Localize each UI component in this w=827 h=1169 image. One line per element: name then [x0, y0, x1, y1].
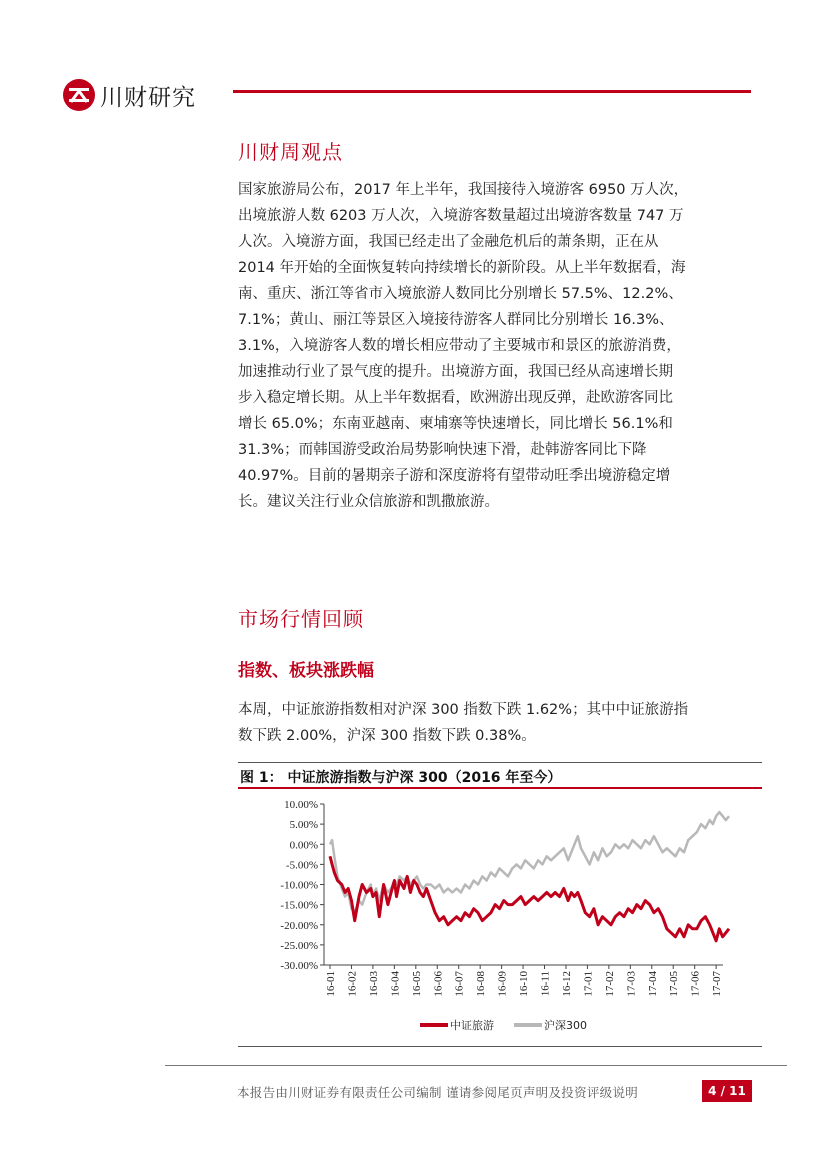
figure-top-rule [238, 762, 762, 763]
page-number: 4 / 11 [702, 1080, 752, 1102]
x-tick-label: 17-07 [711, 971, 724, 997]
viewpoint-line: 人次。入境游方面，我国已经走出了金融危机后的萧条期，正在从 [238, 234, 659, 250]
x-tick-label: 17-02 [603, 971, 616, 997]
viewpoint-line: 南、重庆、浙江等省市入境旅游人数同比分别增长 57.5%、12.2%、 [238, 286, 683, 302]
x-tick-label: 16-06 [432, 971, 445, 997]
figure-red-rule [238, 787, 762, 789]
x-tick-label: 16-07 [453, 971, 466, 997]
viewpoint-line: 7.1%；黄山、丽江等景区入境接待游客人群同比分别增长 16.3%、 [238, 312, 674, 328]
y-tick-label: -20.00% [280, 919, 318, 932]
line-chart [238, 792, 762, 1042]
header-rule [233, 90, 751, 93]
y-tick-label: -30.00% [280, 960, 318, 972]
viewpoint-line: 步入稳定增长期。从上半年数据看，欧洲游出现反弹，赴欧游客同比 [238, 390, 673, 406]
y-tick-label: -25.00% [280, 939, 318, 952]
index-line: 数下跌 2.00%，沪深 300 指数下跌 0.38%。 [238, 728, 536, 744]
x-tick-label: 17-05 [668, 971, 681, 997]
x-tick-label: 17-01 [582, 971, 595, 997]
x-tick-label: 17-04 [646, 971, 659, 997]
figure-caption: 图 1： 中证旅游指数与沪深 300（2016 年至今） [240, 770, 562, 786]
viewpoint-line: 国家旅游局公布，2017 年上半年，我国接待入境游客 6950 万人次， [238, 182, 689, 198]
footer-disclaimer: 本报告由川财证券有限责任公司编制 谨请参阅尾页声明及投资评级说明 [237, 1085, 639, 1100]
x-tick-label: 16-05 [410, 971, 423, 997]
x-tick-label: 16-04 [389, 971, 402, 997]
index-paragraph [238, 697, 748, 749]
series-line-zhongzheng [330, 856, 729, 941]
viewpoint-line: 出境旅游人数 6203 万人次，入境游客数量超过出境游客数量 747 万 [238, 208, 684, 224]
logo-text: 川财研究 [100, 84, 196, 111]
brand-logo [62, 78, 196, 112]
x-tick-label: 16-09 [496, 971, 509, 997]
y-tick-label: 10.00% [284, 799, 318, 811]
y-tick-label: 5.00% [289, 819, 318, 832]
viewpoint-line: 31.3%；而韩国游受政治局势影响快速下滑，赴韩游客同比下降 [238, 442, 647, 458]
x-tick-label: 17-06 [689, 971, 702, 997]
viewpoint-line: 加速推动行业了景气度的提升。出境游方面，我国已经从高速增长期 [238, 364, 673, 380]
viewpoint-title: 川财周观点 [238, 140, 343, 164]
legend-label: 沪深300 [544, 1019, 587, 1032]
footer-rule [165, 1065, 787, 1066]
x-tick-label: 16-12 [560, 971, 573, 997]
viewpoint-line: 长。建议关注行业众信旅游和凯撒旅游。 [238, 494, 499, 510]
y-tick-label: -15.00% [280, 899, 318, 912]
index-line: 本周，中证旅游指数相对沪深 300 指数下跌 1.62%；其中中证旅游指 [238, 702, 689, 718]
y-tick-label: -10.00% [280, 879, 318, 892]
viewpoint-paragraph [238, 177, 748, 515]
y-tick-label: 0.00% [289, 839, 318, 852]
viewpoint-line: 2014 年开始的全面恢复转向持续增长的新阶段。从上半年数据看，海 [238, 260, 686, 276]
x-tick-label: 16-11 [539, 971, 552, 997]
figure-bottom-rule [238, 1046, 762, 1047]
x-tick-label: 16-10 [518, 971, 531, 997]
viewpoint-line: 3.1%，入境游客人数的增长相应带动了主要城市和景区的旅游消费， [238, 338, 681, 354]
x-tick-label: 16-02 [346, 971, 359, 997]
legend-label: 中证旅游 [450, 1019, 494, 1032]
viewpoint-line: 40.97%。目前的暑期亲子游和深度游将有望带动旺季出境游稳定增 [238, 468, 671, 484]
market-title: 市场行情回顾 [238, 607, 364, 631]
x-tick-label: 16-01 [325, 971, 337, 997]
index-subtitle: 指数、板块涨跌幅 [238, 661, 374, 681]
x-tick-label: 16-03 [367, 971, 380, 997]
logo-icon [62, 78, 96, 112]
y-tick-label: -5.00% [285, 859, 318, 872]
viewpoint-line: 增长 65.0%；东南亚越南、柬埔寨等快速增长，同比增长 56.1%和 [238, 416, 673, 432]
x-tick-label: 17-03 [625, 971, 638, 997]
x-tick-label: 16-08 [475, 971, 488, 997]
